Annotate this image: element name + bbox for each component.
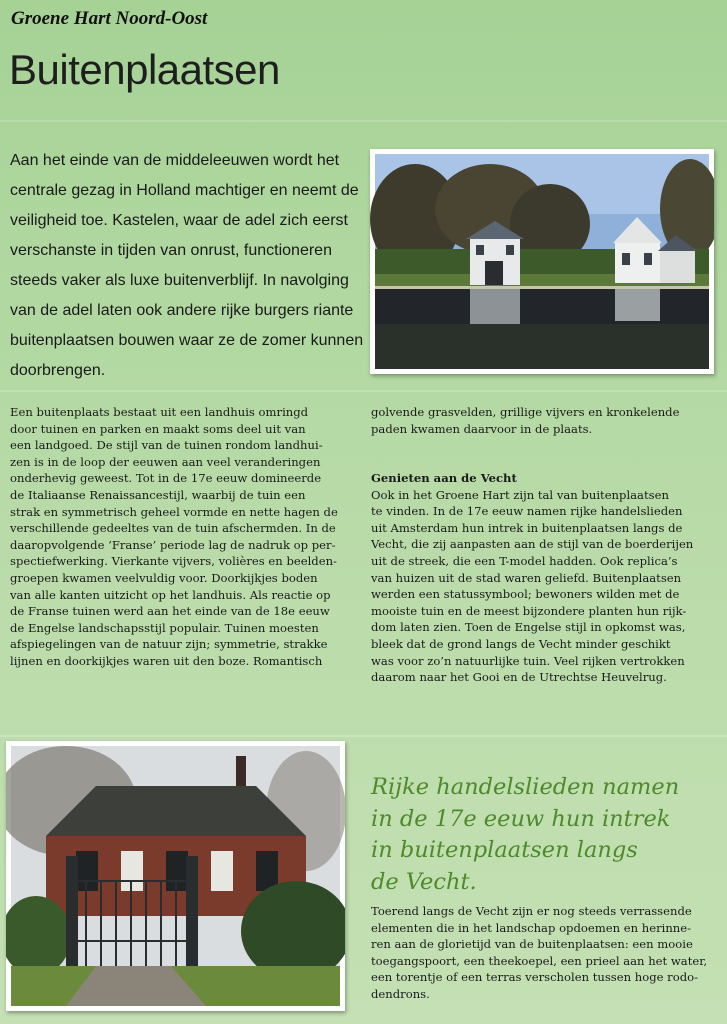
body-column-left — [10, 404, 353, 670]
body-line: paden kwamen daarvoor in de plaats. — [371, 421, 593, 436]
body-line: uit Amsterdam hun intrek in buitenplaatsen langs de — [371, 520, 683, 535]
page-title: Buitenplaatsen — [9, 46, 280, 93]
body-column-right-top — [371, 404, 716, 437]
photo-buitenplaats-water — [370, 149, 714, 374]
photo-landhuis-poort — [6, 741, 345, 1011]
pull-quote — [371, 772, 716, 898]
body-line: uit de streek, die een T-model hadden. Ook replica’s — [371, 553, 678, 568]
intro-line: steeds vaker als luxe buitenverblijf. In navolging — [10, 272, 349, 289]
body-line: Ook in het Groene Hart zijn tal van buitenplaatsen — [371, 487, 669, 502]
intro-paragraph — [10, 146, 364, 386]
body-line: van alle kanten uitzicht op het landhuis. Als reactie op — [10, 587, 331, 602]
body-line: onderhevig geweest. Tot in de 17e eeuw domineerde — [10, 471, 322, 486]
body-line: Toerend langs de Vecht zijn er nog steeds verrassende — [371, 904, 692, 918]
intro-line: doorbrengen. — [10, 362, 106, 379]
body-line: de Franse tuinen werd aan het einde van de 18e eeuw — [10, 604, 330, 619]
intro-line: verschanste in tijden van onrust, functioneren — [10, 242, 332, 259]
body-line: daarom naar het Gooi en de Utrechtse Heuvelrug. — [371, 670, 667, 685]
intro-line: veiligheid toe. Kastelen, waar de adel zich eerst — [10, 212, 348, 229]
quote-line: in de 17e eeuw hun intrek — [371, 805, 671, 832]
body-line: golvende grasvelden, grillige vijvers en kronkelende — [371, 405, 680, 419]
body-line: zen is in de loop der eeuwen aan veel veranderingen — [10, 454, 321, 469]
intro-line: van de adel laten ook andere rijke burgers riante — [10, 302, 354, 319]
body-line: de Italiaanse Renaissancestijl, waarbij de tuin een — [10, 487, 306, 502]
background-streak — [0, 390, 727, 392]
section-subheading: Genieten aan de Vecht — [371, 471, 517, 485]
quote-line: Rijke handelslieden namen — [371, 774, 680, 800]
body-line: ren aan de glorietijd van de buitenplaatsen: een mooie — [371, 937, 693, 952]
body-line: door tuinen en parken en maakt soms deel uit van — [10, 421, 306, 436]
body-line: dom laten zien. Toen de Engelse stijl in opkomst was, — [371, 620, 686, 635]
background-streak — [0, 735, 727, 737]
body-line: verschillende gedeeltes van de tuin afschermden. In de — [10, 521, 336, 536]
body-line: een landgoed. De stijl van de tuinen rondom landhui- — [10, 438, 323, 453]
body-line: werden een statussymbool; bewoners wilden met de — [371, 587, 680, 602]
body-line: groepen kwamen veelvuldig voor. Doorkijkjes boden — [10, 570, 318, 585]
body-line: spectiefwerking. Vierkante vijvers, volières en beelden- — [10, 554, 337, 569]
intro-line: Aan het einde van de middeleeuwen wordt het — [10, 152, 340, 169]
intro-line: buitenplaatsen bouwen waar ze de zomer kunnen — [10, 332, 364, 349]
body-line: bleek dat de grond langs de Vecht minder geschikt — [371, 636, 671, 651]
body-column-right-section — [371, 470, 716, 686]
body-line: toegangspoort, een theekoepel, een prieel aan het water, — [371, 953, 708, 968]
quote-line: de Vecht. — [371, 868, 477, 895]
body-line: elementen die in het landschap opdoemen en herinne- — [371, 920, 692, 935]
quote-line: in buitenplaatsen langs — [371, 837, 638, 863]
section-kicker: Groene Hart Noord-Oost — [11, 8, 208, 29]
body-line: was voor zo’n natuurlijke tuin. Veel rijken vertrokken — [371, 653, 685, 668]
background-streak — [0, 120, 727, 122]
body-line: afspiegelingen van de natuur zijn; symmetrie, strakke — [10, 637, 328, 652]
body-line: te vinden. In de 17e eeuw namen rijke handelslieden — [371, 504, 683, 519]
body-line: een torentje of een terras verscholen tussen hoge rodo- — [371, 970, 699, 985]
body-line: de Engelse landschapsstijl populair. Tuinen moesten — [10, 620, 319, 635]
body-line: Een buitenplaats bestaat uit een landhuis omringd — [10, 405, 309, 419]
body-line: Vecht, die zij aanpasten aan de stijl van de boerderijen — [371, 537, 694, 552]
body-line: strak en symmetrisch geheel vormde en nette hagen de — [10, 504, 338, 519]
body-column-right-bottom — [371, 903, 716, 1003]
intro-line: centrale gezag in Holland machtiger en neemt de — [10, 182, 359, 199]
body-line: mooiste tuin en de meest bijzondere planten hun rijk- — [371, 603, 687, 618]
body-line: dendrons. — [371, 986, 430, 1001]
body-line: daaropvolgende ‘Franse’ periode lag de nadruk op per- — [10, 537, 336, 552]
body-line: lijnen en doorkijkjes waren uit den boze. Romantisch — [10, 653, 323, 668]
body-line: van huizen uit de stad waren geliefd. Buitenplaatsen — [371, 570, 682, 585]
